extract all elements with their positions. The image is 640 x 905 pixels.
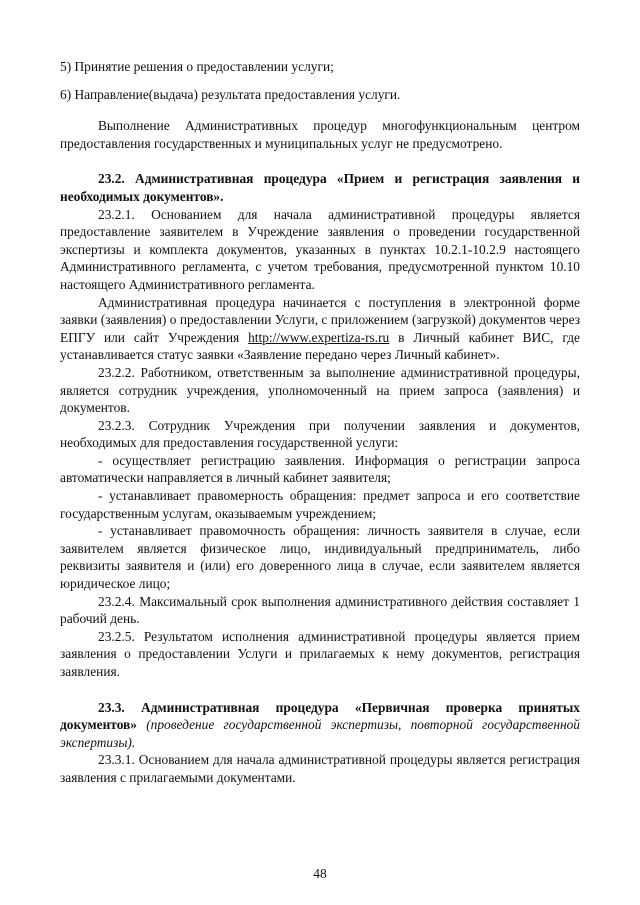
section-23-2-heading: 23.2. Административная процедура «Прием и регистрация заявления и необходимых документов». <box>60 171 580 204</box>
mfc-note: Выполнение Административных процедур многофункциональным центром предоставления государственных и муниципальных услуг не предусмотрено. <box>60 118 580 151</box>
expertiza-website-link[interactable]: http://www.expertiza-rs.ru <box>248 329 390 345</box>
bullet-authority: - устанавливает правомочность обращения: личность заявителя в случае, если заявителем является физическое лицо, индивидуальный предприниматель, либо реквизиты заявителя и (или) его доверенного лица в случае, если заявителем является юридическое лицо; <box>60 523 580 592</box>
section-23-3-heading-bold: 23.3. Административная процедура «Первичная проверка принятых документов» <box>60 699 580 733</box>
paragraph-23-2-4: 23.2.4. Максимальный срок выполнения административного действия составляет 1 рабочий день. <box>60 593 580 627</box>
page-number: 48 <box>313 866 327 881</box>
paragraph-procedure-start <box>60 294 580 364</box>
bullet-legitimacy: - устанавливает правомерность обращения: предмет запроса и его соответствие государственным услугам, оказываемым учреждением; <box>60 488 580 521</box>
paragraph-23-3-1: 23.3.1. Основанием для начала административной процедуры является регистрация заявления с прилагаемыми документами. <box>60 752 580 785</box>
procedure-start-text-end: в Личный кабинет ВИС, где устанавливается статус заявки «Заявление передано через Личный кабинет». <box>60 329 580 363</box>
document-page <box>60 58 580 787</box>
list-item-6: 6) Направление(выдача) результата предоставления услуги. <box>60 86 401 102</box>
paragraph-23-2-1: 23.2.1. Основанием для начала административной процедуры является предоставление заявителем в Учреждение заявления о проведении государственной экспертизы и комплекта документов, указанных в пунктах 10.2.1-10.2.9 настоящего Административного регламента, с учетом требования, предусмотренной пунктом 10.10 настоящего Административного регламента. <box>60 206 580 292</box>
paragraph-23-2-5: 23.2.5. Результатом исполнения административной процедуры является прием заявления о предоставлении Услуги и прилагаемых к нему документов, регистрация заявления. <box>60 628 580 679</box>
bullet-registration: - осуществляет регистрацию заявления. Информация о регистрации запроса автоматически направляется в личный кабинет заявителя; <box>60 452 580 486</box>
section-23-3-heading-italic: (проведение государственной экспертизы, повторной государственной экспертизы). <box>60 717 580 750</box>
section-23-3-heading <box>60 699 580 752</box>
procedure-start-text: Административная процедура начинается с поступления в электронной форме заявки (заявления) о предоставлении Услуги, с приложением (загрузкой) документов через ЕПГУ или сайт Учреждения <box>60 294 580 345</box>
list-item-5: 5) Принятие решения о предоставлении услуги; <box>60 59 334 74</box>
paragraph-23-2-3: 23.2.3. Сотрудник Учреждения при получении заявления и документов, необходимых для предоставления государственной услуги: <box>60 417 580 451</box>
paragraph-23-2-2: 23.2.2. Работником, ответственным за выполнение административной процедуры, является сотрудник учреждения, уполномоченный на прием запроса (заявления) и документов. <box>60 364 580 416</box>
